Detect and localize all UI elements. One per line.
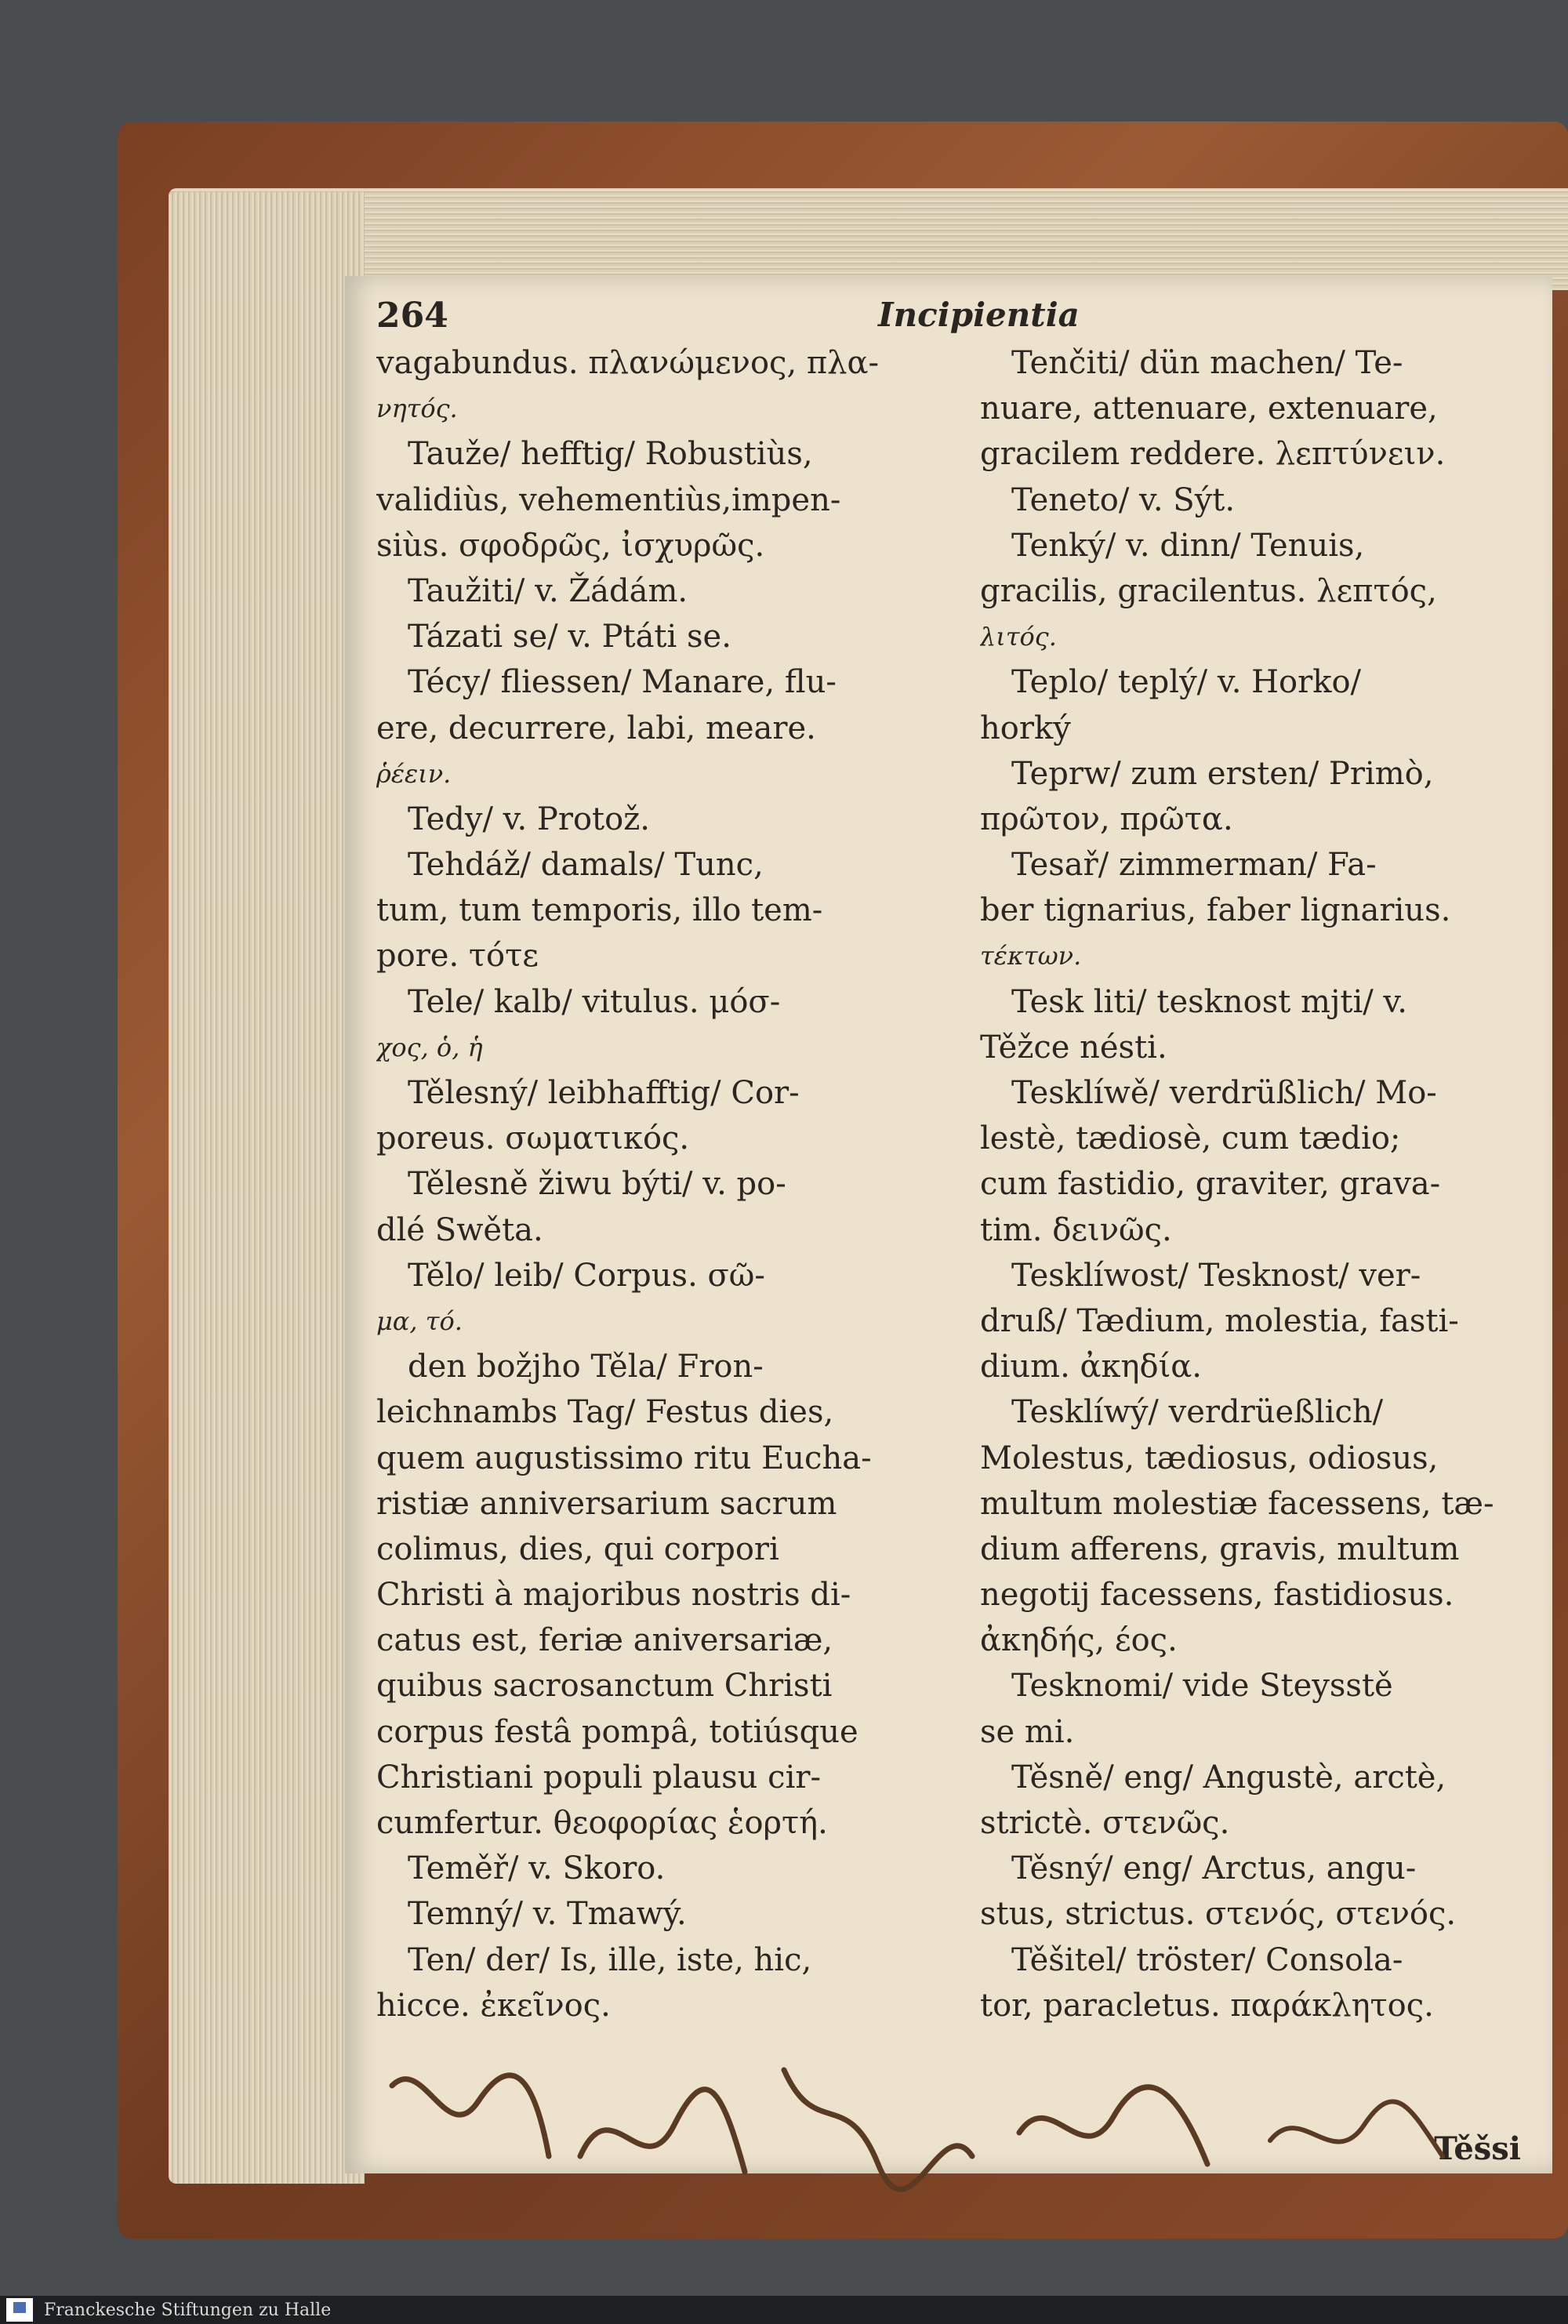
right-column-line: Tesknomi/ vide Steysstě <box>1011 1668 1393 1705</box>
left-column-line: catus est, feriæ aniversariæ, <box>376 1622 833 1659</box>
right-column-line: Tesklíwý/ verdrüeßlich/ <box>1011 1394 1384 1431</box>
page-block-top-edge <box>169 188 1568 290</box>
left-column-line: corpus festâ pompâ, totiúsque <box>376 1713 858 1750</box>
left-column-line: Tělesný/ leibhafftig/ Cor- <box>408 1075 800 1111</box>
left-column-line: cumfertur. θεοφορίας ἑορτή. <box>376 1805 828 1841</box>
right-column-line: πρῶτον, πρῶτα. <box>980 801 1233 837</box>
right-column-line: τέκτων. <box>980 941 1082 971</box>
right-column-line: Tesklíwě/ verdrüßlich/ Mo- <box>1011 1075 1437 1111</box>
right-column-line: Tenký/ v. dinn/ Tenuis, <box>1011 527 1365 564</box>
right-column-line: tim. δεινῶς. <box>980 1211 1172 1248</box>
page-block-side-edge <box>169 192 365 2184</box>
institution-logo-icon <box>6 2298 33 2322</box>
right-column-line: nuare, attenuare, extenuare, <box>980 390 1438 427</box>
left-column-line: Tázati se/ v. Ptáti se. <box>408 619 731 655</box>
right-column-line: dium afferens, gravis, multum <box>980 1531 1460 1567</box>
footer-institution: Franckesche Stiftungen zu Halle <box>44 2300 332 2320</box>
left-column-line: den božjho Těla/ Fron- <box>408 1349 764 1385</box>
left-column-line: Tauže/ hefftig/ Robustiùs, <box>408 436 813 473</box>
right-column-line: horký <box>980 710 1071 746</box>
right-column-line: cum fastidio, graviter, grava- <box>980 1166 1441 1203</box>
left-column-line: hicce. ἐκεῖνος. <box>376 1987 611 2024</box>
right-column-line: Těžce nésti. <box>980 1029 1167 1066</box>
left-column-line: Técy/ fliessen/ Manare, flu- <box>408 664 837 701</box>
right-column-line: strictè. στενῶς. <box>980 1805 1230 1841</box>
right-column-line: Teneto/ v. Sýt. <box>1011 481 1236 518</box>
left-column-line: quem augustissimo ritu Eucha- <box>376 1440 872 1476</box>
right-column-line: Tesař/ zimmerman/ Fa- <box>1011 847 1377 884</box>
left-column-line: Tělo/ leib/ Corpus. σῶ- <box>408 1257 765 1294</box>
right-column-line: Těsný/ eng/ Arctus, angu- <box>1011 1850 1417 1887</box>
book-page <box>345 276 1552 2173</box>
left-column-line: quibus sacrosanctum Christi <box>376 1668 833 1705</box>
left-column-line: pore. τότε <box>376 938 539 975</box>
right-column-line: gracilis, gracilentus. λεπτός, <box>980 572 1437 609</box>
left-column-line: dlé Swěta. <box>376 1211 543 1248</box>
right-column-line: Tenčiti/ dün machen/ Te- <box>1011 345 1403 381</box>
right-column-line: gracilem reddere. λεπτύνειν. <box>980 436 1446 473</box>
left-column <box>376 340 941 2028</box>
left-column-line: Tělesně žiwu býti/ v. po- <box>408 1166 786 1203</box>
running-title: Incipientia <box>878 296 1080 334</box>
left-column-line: siùs. σφοδρῶς, ἰσχυρῶς. <box>376 527 765 564</box>
right-column <box>980 340 1544 2028</box>
left-column-line: Ten/ der/ Is, ille, iste, hic, <box>408 1941 812 1978</box>
right-column-line: λιτός. <box>980 622 1057 652</box>
left-column-line: Teměř/ v. Skoro. <box>408 1850 666 1887</box>
left-column-line: Christi à majoribus nostris di- <box>376 1577 851 1614</box>
right-column-line: tor, paracletus. παράκλητος. <box>980 1987 1434 2024</box>
right-column-line: druß/ Tædium, molestia, fasti- <box>980 1302 1459 1339</box>
right-column-line: Molestus, tædiosus, odiosus, <box>980 1440 1439 1476</box>
left-column-line: Tele/ kalb/ vitulus. μόσ- <box>408 983 781 1020</box>
catchword: Těšsi <box>1434 2130 1521 2167</box>
page-number: 264 <box>376 296 448 336</box>
right-column-line: Tesklíwost/ Tesknost/ ver- <box>1011 1257 1421 1294</box>
left-column-line: χος, ὁ, ἡ <box>376 1032 483 1062</box>
left-column-line: ere, decurrere, labi, meare. <box>376 710 816 746</box>
right-column-line: ἀκηδής, έος. <box>980 1622 1178 1659</box>
left-column-line: poreus. σωματικός. <box>376 1120 690 1157</box>
left-column-line: Christiani populi plausu cir- <box>376 1759 821 1796</box>
left-column-line: Temný/ v. Tmawý. <box>408 1896 687 1933</box>
right-column-line: multum molestiæ facessens, tæ- <box>980 1485 1494 1522</box>
left-column-line: tum, tum temporis, illo tem- <box>376 892 823 929</box>
right-column-line: Těsně/ eng/ Angustè, arctè, <box>1011 1759 1446 1796</box>
left-column-line: Tehdáž/ damals/ Tunc, <box>408 847 764 884</box>
right-column-line: Teplo/ teplý/ v. Horko/ <box>1011 664 1362 701</box>
right-column-line: Tesk liti/ tesknost mjti/ v. <box>1011 983 1407 1020</box>
left-column-line: ristiæ anniversarium sacrum <box>376 1485 837 1522</box>
left-column-line: νητός. <box>376 394 458 424</box>
right-column-line: Těšitel/ tröster/ Consola- <box>1011 1941 1403 1978</box>
left-column-line: Taužiti/ v. Žádám. <box>408 572 688 609</box>
left-column-line: Tedy/ v. Protož. <box>408 801 650 837</box>
right-column-line: stus, strictus. στενός, στενός. <box>980 1896 1457 1933</box>
left-column-line: leichnambs Tag/ Festus dies, <box>376 1394 834 1431</box>
right-column-line: negotij facessens, fastidiosus. <box>980 1577 1454 1614</box>
running-head <box>345 292 1552 347</box>
right-column-line: ber tignarius, faber lignarius. <box>980 892 1451 929</box>
right-column-line: lestè, tædiosè, cum tædio; <box>980 1120 1401 1157</box>
left-column-line: μα, τό. <box>376 1305 463 1336</box>
left-column-line: validiùs, vehementiùs,impen- <box>376 481 841 518</box>
left-column-line: vagabundus. πλανώμενος, πλα- <box>376 345 880 381</box>
right-column-line: dium. ἀκηδία. <box>980 1349 1202 1385</box>
right-column-line: se mi. <box>980 1713 1075 1750</box>
right-column-line: Teprw/ zum ersten/ Primò, <box>1011 755 1434 792</box>
left-column-line: ῥέειν. <box>376 758 452 789</box>
left-column-line: colimus, dies, qui corpori <box>376 1531 779 1567</box>
